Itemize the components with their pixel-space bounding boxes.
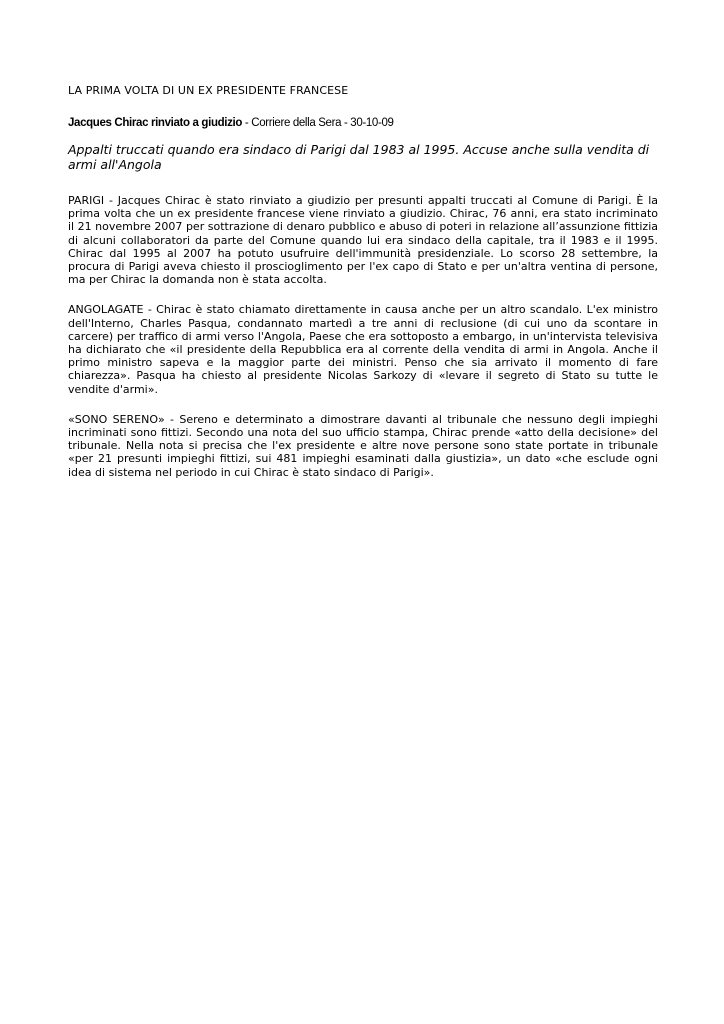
article-byline <box>68 116 658 130</box>
article-kicker: LA PRIMA VOLTA DI UN EX PRESIDENTE FRANCESE <box>68 84 349 97</box>
byline-source: Corriere della Sera <box>251 117 342 129</box>
paragraph-parigi: PARIGI - Jacques Chirac è stato rinviato a giudizio per presunti appalti truccati al Comune di Parigi. È la prima volta che un ex presidente francese viene rinviato a giudizio. Chirac, 76 anni, era stato incriminato il 21 novembre 2007 per sottrazione di denaro pubblico e abuso di poteri in relazione all’assunzione fittizia di alcuni collaboratori da parte del Comune quando lui era sindaco della capitale, tra il 1983 e il 1995. Chirac dal 1995 al 2007 ha potuto usufruire dell'immunità presidenziale. Lo scorso 28 settembre, la procura di Parigi aveva chiesto il proscioglimento per l'ex capo di Stato e per un'altra ventina di persone, ma per Chirac la domanda non è stata accolta. <box>68 194 658 287</box>
paragraph-sono-sereno: «SONO SERENO» - Sereno e determinato a dimostrare davanti al tribunale che nessuno degli impieghi incriminati sono fittizi. Secondo una nota del suo ufficio stampa, Chirac prende «atto della decisione» del tribunale. Nella nota si precisa che l'ex presidente e altre nove persone sono state portate in tribunale «per 21 presunti impieghi fittizi, sui 481 impieghi esaminati dalla giustizia», un dato «che esclude ogni idea di sistema nel periodo in cui Chirac è stato sindaco di Parigi». <box>68 412 658 479</box>
byline-date: 30-10-09 <box>350 117 394 129</box>
article-subheadline: Appalti truccati quando era sindaco di Parigi dal 1983 al 1995. Accuse anche sulla vendita di armi all'Angola <box>68 142 650 172</box>
byline-headline: Jacques Chirac rinviato a giudizio <box>68 117 243 129</box>
byline-separator-2: - <box>341 117 351 129</box>
paragraph-angolagate: ANGOLAGATE - Chirac è stato chiamato direttamente in causa anche per un altro scandalo. L'ex ministro dell'Interno, Charles Pasqua, condannato martedì a tre anni di reclusione (di cui uno da scontare in carcere) per traffico di armi verso l'Angola, Paese che era sottoposto a embargo, in un'intervista televisiva ha dichiarato che «il presidente della Repubblica era al corrente della vendita di armi in Angola. Anche il primo ministro sapeva e la maggior parte dei ministri. Penso che sia arrivato il momento di fare chiarezza». Pasqua ha chiesto al presidente Nicolas Sarkozy di «levare il segreto di Stato su tutte le vendite d'armi». <box>68 303 658 396</box>
byline-separator: - <box>242 117 252 129</box>
article-page <box>68 84 658 496</box>
